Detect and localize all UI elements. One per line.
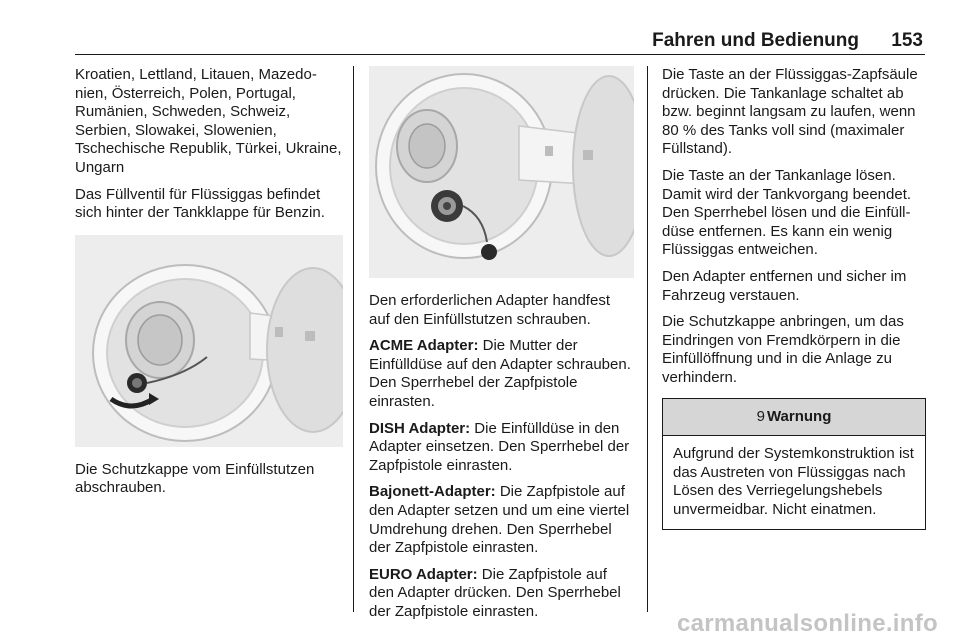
acme-adapter-label: ACME Adapter: [369, 337, 479, 355]
watermark: carmanualsonline.info [676, 610, 938, 637]
column-left [75, 66, 343, 506]
dish-adapter-paragraph [369, 420, 634, 476]
warning-triangle-icon: 9 [756, 407, 765, 425]
release-button-paragraph: Die Taste an der Tankanlage lösen. Damit wird der Tankvorgang beendet. Den Sperrhebel lösen und die Einfülldüse entfernen. Es kann ein wenig Flüssiggas entweichen. [662, 166, 912, 259]
column-divider-1 [353, 66, 354, 612]
bajonett-adapter-label: Bajonett-Adapter: [369, 483, 496, 501]
attach-cap-paragraph: Die Schutzkappe anbringen, um das Eindringen von Fremdkörpern in die Einfüllöffnung und in die Anlage zu verhindern. [662, 313, 904, 386]
figure-caption-unscrew: Die Schutzkappe vom Einfüllstutzen abschrauben. [75, 460, 315, 497]
bajonett-adapter-text: Die Zapfpistole auf den Adapter setzen und um eine viertel Umdrehung drehen. Den Sperrhebel der Zapfpistole einrasten. [369, 483, 630, 557]
euro-adapter-paragraph [369, 566, 634, 622]
bajonett-adapter-paragraph [369, 483, 634, 557]
euro-adapter-text: Die Zapfpistole auf den Adapter drücken. Den Sperrhebel der Zapfpistole einrasten. [369, 565, 621, 620]
warning-box [662, 398, 926, 531]
page-header [75, 26, 925, 55]
column-divider-2 [647, 66, 648, 612]
adapter-paragraph: Den erforderlichen Adapter handfest auf den Einfüllstutzen schrauben. [369, 292, 610, 328]
column-middle [369, 66, 634, 630]
euro-adapter-label: EURO Adapter: [369, 565, 478, 583]
remove-adapter-paragraph: Den Adapter entfernen und sicher im Fahrzeug verstauen. [662, 267, 907, 304]
header-title: Fahren und Bedienung [652, 30, 859, 51]
fill-valve-paragraph: Das Füllventil für Flüssiggas befindet sich hinter der Tankklappe für Benzin. [75, 185, 325, 222]
warning-title: Warnung [766, 407, 832, 425]
acme-adapter-text: Die Mutter der Einfülldüse auf den Adapter schrauben. Den Sperrhebel der Zapfpistole einrasten. [369, 337, 631, 410]
column-right [662, 66, 926, 530]
dish-adapter-label: DISH Adapter: [369, 419, 471, 437]
illustration-unscrew-cap [75, 235, 343, 447]
illustration-adapter [369, 66, 634, 278]
warning-header [663, 399, 925, 437]
page-number: 153 [891, 30, 923, 51]
warning-text: Aufgrund der Systemkonstruktion ist das Austreten von Flüssiggas nach Lösen des Verriegelungshebels unvermeidbar. Nicht einatmen. [673, 445, 914, 518]
dish-adapter-text: Die Einfülldüse in den Adapter einsetzen. Den Sperrhebel der Zapfpistole einrasten. [369, 419, 630, 474]
press-button-paragraph: Die Taste an der Flüssiggas-Zapfsäule drücken. Die Tankanlage schaltet ab bzw. beginnt langsam zu laufen, wenn 80 % des Tanks voll sind (maximaler Füllstand). [662, 66, 918, 158]
acme-adapter-paragraph [369, 337, 634, 411]
country-list-paragraph: Kroatien, Lettland, Litauen, Mazedonien, Österreich, Polen, Portugal, Rumänien, Schweden, Schweiz, Serbien, Slowakei, Slowenien, Tschechische Republik, Türkei, Ukraine, Ungarn [75, 66, 342, 176]
